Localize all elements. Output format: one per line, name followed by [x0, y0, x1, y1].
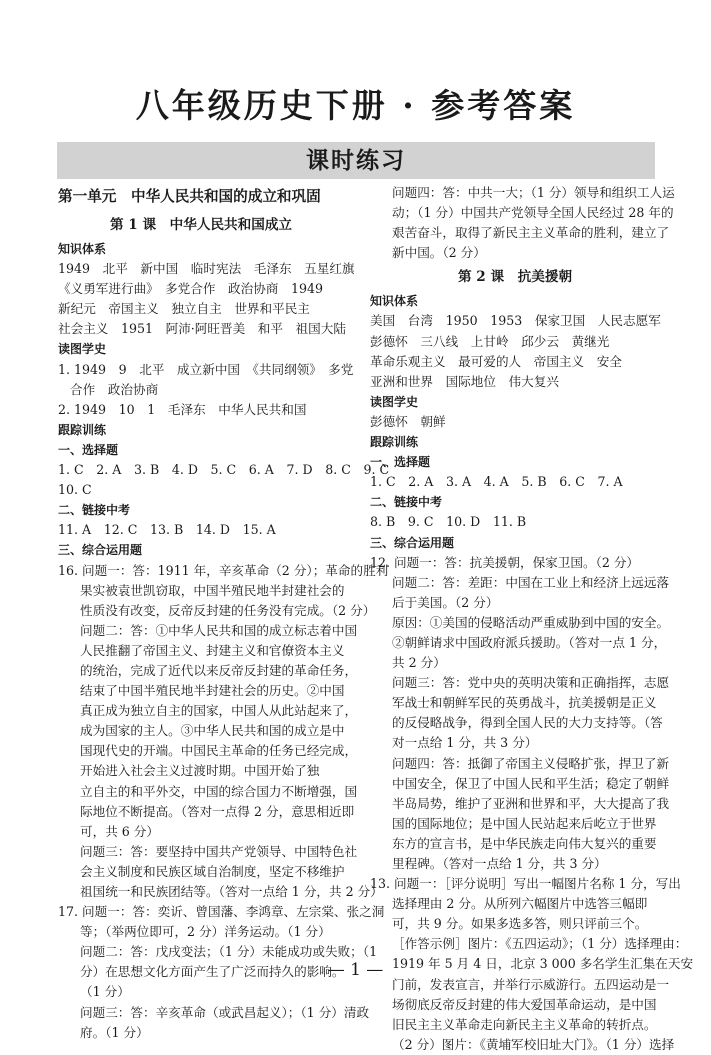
answer-line: ［作答示例］图片：《五四运动》；（1 分）选择理由：: [392, 936, 688, 952]
page-title: 八年级历史下册 · 参考答案: [135, 86, 576, 125]
section-heading: 知识体系: [370, 294, 419, 309]
section-heading: 三、综合运用题: [370, 535, 455, 550]
section-heading: 跟踪训练: [58, 422, 107, 437]
answer-line: 社会主义 1951 阿沛·阿旺晋美 和平 祖国大陆: [58, 321, 346, 337]
answer-line: 里程碑。（答对一点给 1 分，共 3 分）: [392, 856, 607, 871]
answer-line: ②朝鲜请求中国政府派兵援助。（答对一点 1 分，: [392, 634, 667, 650]
left-column: [58, 183, 390, 1043]
answer-line: 问题二：答：戊戌变法；（1 分）未能成功或失败；（1: [80, 944, 378, 960]
answer-line: （1 分）: [80, 984, 130, 1000]
answer-line: 问题二：答：差距：中国在工业上和经济上远远落: [392, 574, 670, 590]
answer-line: 成为国家的主人。③中华人民共和国的成立是中: [80, 723, 345, 739]
answer-line: 中国安全，保卫了中国人民和平生活；稳定了朝鲜: [392, 775, 670, 791]
answer-line: 果实被袁世凯窃取，中国半殖民地半封建社会的: [80, 582, 345, 598]
answer-line: 国的国际地位；是中国人民站起来后屹立于世界: [392, 815, 657, 831]
answer-line: 人民推翻了帝国主义、封建主义和官僚资本主义: [80, 642, 345, 658]
answer-line: 国现代史的开端。中国民主革命的任务已经完成，: [80, 743, 358, 759]
lesson-heading: 第 1 课 中华人民共和国成立: [109, 217, 293, 233]
answer-line: 问题四：答：中共一大；（1 分）领导和组织工人运: [392, 185, 675, 200]
answer-line: 等；（举两位即可，2 分）洋务运动。（1 分）: [80, 924, 331, 940]
answer-line: 开始进入社会主义过渡时期。中国开始了独: [80, 763, 320, 779]
answer-line: 问题三：答：要坚持中国共产党领导、中国特色社: [80, 843, 358, 859]
answer-line: 1949 北平 新中国 临时宪法 毛泽东 五星红旗: [58, 261, 355, 277]
answer-line: 彭德怀 朝鲜: [370, 413, 446, 429]
answer-line: 17. 问题一：答：奕䜣、曾国藩、李鸿章、左宗棠、张之洞: [58, 904, 385, 920]
section-heading: 读图学史: [370, 394, 419, 409]
answer-line: 彭德怀 三八线 上甘岭 邱少云 黄继光: [370, 333, 610, 349]
answer-line: 12. 问题一：答：抗美援朝，保家卫国。（2 分）: [370, 554, 640, 570]
answer-line: 艰苦奋斗，取得了新民主主义革命的胜利，建立了: [392, 225, 670, 241]
answer-line: 1. 1949 9 北平 成立新中国 《共同纲领》 多党: [58, 361, 354, 377]
answer-line: 1919 年 5 月 4 日，北京 3 000 多名学生汇集在天安: [392, 956, 694, 972]
answer-line: 旧民主主义革命走向新民主主义革命的转折点。: [392, 1016, 657, 1032]
answer-line: 选择理由 2 分。从所列六幅图片中选答三幅即: [392, 896, 648, 912]
answer-line: 际地位不断提高。（答对一点得 2 分，意思相近即: [80, 803, 355, 819]
section-heading: 一、选择题: [370, 455, 431, 470]
section-banner: 课时练习: [57, 142, 655, 179]
page-number: — 1 —: [327, 960, 384, 980]
answer-line: 半岛局势，维护了亚洲和世界和平，大大提高了我: [392, 795, 670, 811]
answer-line: 11. A 12. C 13. B 14. D 15. A: [58, 522, 276, 538]
answer-line: 8. B 9. C 10. D 11. B: [370, 514, 527, 530]
lesson-heading: 第 2 课 抗美援朝: [457, 269, 573, 286]
answer-line: 立自主的和平外交，中国的综合国力不断增强，国: [80, 783, 358, 799]
answer-line: 分）在思想文化方面产生了广泛而持久的影响。: [80, 964, 345, 980]
section-heading: 跟踪训练: [370, 435, 419, 450]
unit-heading: 第一单元 中华人民共和国的成立和巩固: [58, 188, 321, 205]
answer-line: （2 分）图片：《黄埔军校旧址大门》。（1 分）选择: [392, 1036, 675, 1052]
answer-line: 问题三：答：辛亥革命（或武昌起义）；（1 分）清政: [80, 1004, 370, 1020]
section-heading: 知识体系: [58, 242, 107, 256]
answer-line: 会主义制度和民族区域自治制度，坚定不移维护: [80, 863, 345, 879]
answer-line: 2. 1949 10 1 毛泽东 中华人民共和国: [58, 401, 307, 417]
answer-line: 府。（1 分）: [80, 1024, 149, 1040]
answer-line: 1. C 2. A 3. B 4. D 5. C 6. A 7. D 8. C 9. C: [58, 462, 390, 478]
right-column: [370, 183, 694, 1055]
answer-line: 1. C 2. A 3. A 4. A 5. B 6. C 7. A: [370, 474, 623, 490]
answer-line: 后于美国。（2 分）: [392, 594, 499, 610]
answer-line: 美国 台湾 1950 1953 保家卫国 人民志愿军: [370, 313, 661, 329]
answer-line: 性质没有改变，反帝反封建的任务没有完成。（2 分）: [80, 602, 376, 618]
answer-line: 原因：①美国的侵略活动严重威胁到中国的安全。: [392, 614, 670, 630]
answer-line: 的反侵略战争，得到全国人民的大力支持等。（答: [392, 715, 663, 731]
answer-line: 问题三：答：党中央的英明决策和正确指挥，志愿: [392, 675, 670, 691]
answer-line: 东方的宣言书，是中华民族走向伟大复兴的重要: [392, 835, 657, 851]
answer-line: 10. C: [58, 482, 92, 498]
answer-line: 祖国统一和民族团结等。（答对一点给 1 分，共 2 分）: [80, 884, 383, 899]
answer-line: 合作 政治协商: [70, 381, 159, 397]
answer-line: 16. 问题一：答：1911 年，辛亥革命（2 分）；革命的胜利: [58, 562, 389, 578]
section-heading: 三、综合运用题: [58, 543, 143, 558]
answer-line: 问题四：答：抵御了帝国主义侵略扩张，捍卫了新: [392, 755, 670, 771]
answer-line: 对一点给 1 分，共 3 分）: [392, 735, 538, 751]
answer-line: 结束了中国半殖民地半封建社会的历史。②中国: [80, 683, 345, 699]
answer-line: 亚洲和世界 国际地位 伟大复兴: [370, 373, 559, 389]
answer-line: 可，共 9 分。如果多选多答，则只评前三个。: [392, 916, 648, 932]
section-heading: 读图学史: [58, 342, 107, 357]
section-heading: 二、链接中考: [58, 503, 131, 518]
section-heading: 一、选择题: [58, 442, 119, 457]
answer-line: 可，共 6 分）: [80, 823, 159, 839]
answer-line: 13. 问题一：［评分说明］写出一幅图片名称 1 分，写出: [370, 876, 681, 892]
answer-line: 军战士和朝鲜军民的英勇战斗，抗美援朝是正义: [392, 695, 657, 711]
answer-line: 动；（1 分）中国共产党领导全国人民经过 28 年的: [392, 205, 674, 221]
answer-line: 共 2 分）: [392, 655, 446, 671]
answer-line: 问题二：答：①中华人民共和国的成立标志着中国: [80, 622, 358, 638]
answer-line: 门前，发表宣言，并举行示威游行。五四运动是一: [392, 976, 670, 992]
section-heading: 二、链接中考: [370, 495, 443, 510]
answer-line: 新中国。（2 分）: [392, 245, 486, 261]
answer-line: 新纪元 帝国主义 独立自主 世界和平民主: [58, 301, 310, 317]
answer-line: 《义勇军进行曲》 多党合作 政治协商 1949: [58, 281, 324, 297]
answer-line: 的统治，完成了近代以来反帝反封建的革命任务，: [80, 662, 358, 678]
answer-line: 场彻底反帝反封建的伟大爱国革命运动，是中国: [392, 996, 657, 1012]
answer-line: 真正成为独立自主的国家，中国人从此站起来了，: [80, 703, 358, 719]
answer-line: 革命乐观主义 最可爱的人 帝国主义 安全: [370, 353, 622, 369]
